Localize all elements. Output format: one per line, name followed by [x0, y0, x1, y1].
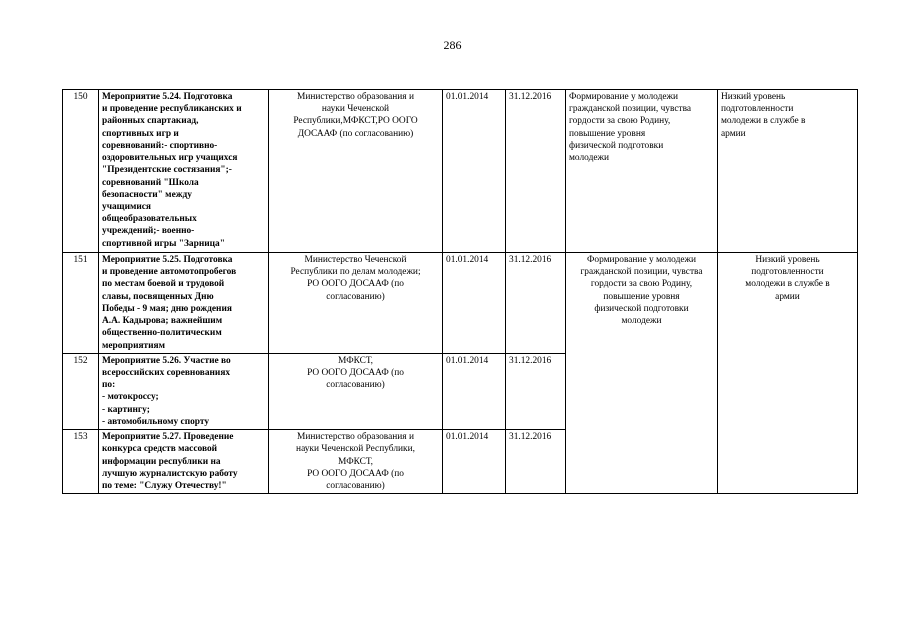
event-line: соревнований "Школа: [102, 177, 199, 188]
result-line: гордости за свою Родину,: [569, 116, 671, 127]
result-line: молодежи: [569, 153, 610, 164]
executor-line: МФКСТ,: [337, 355, 374, 366]
result-line: физической подготовки: [569, 140, 664, 151]
end-date: 31.12.2016: [506, 253, 566, 354]
problem-line: Низкий уровень: [755, 255, 820, 265]
executor-line: науки Чеченской Республики,: [296, 444, 415, 455]
executor-line: РО ООГО ДОСААФ (по: [307, 279, 404, 290]
row-number: 153: [63, 430, 99, 494]
start-date: 01.01.2014: [443, 353, 506, 429]
event-line: районных спартакиад,: [102, 116, 199, 127]
event-line: соревнований:- спортивно-: [102, 140, 218, 151]
event-cell: [99, 253, 269, 354]
executor-line: Министерство образования и: [297, 92, 414, 102]
executor-cell: [269, 253, 443, 354]
executor-line: МФКСТ,: [337, 456, 374, 467]
event-line: спортивных игр и: [102, 128, 179, 139]
end-date: 31.12.2016: [506, 90, 566, 253]
result-cell: [566, 90, 718, 253]
event-line: оздоровительных игр учащихся: [102, 153, 238, 164]
table-row: [63, 253, 858, 354]
page-number: 286: [443, 38, 462, 52]
event-line: А.А. Кадырова; важнейшим: [102, 316, 223, 327]
result-line: Формирование у молодежи: [569, 92, 679, 102]
event-line: общеобразовательных: [102, 214, 197, 225]
event-line: Победы - 9 мая; дню рождения: [102, 303, 232, 314]
event-line: и проведение автомотопробегов: [102, 267, 237, 278]
activity-table: [62, 89, 858, 494]
start-date: 01.01.2014: [443, 430, 506, 494]
event-line: по теме: "Служу Отечеству!": [102, 480, 227, 491]
executor-line: Республики по делам молодежи;: [290, 267, 421, 278]
executor-line: ДОСААФ (по согласованию): [297, 128, 414, 139]
executor-cell: [269, 90, 443, 253]
problem-line: молодежи в службе в: [721, 116, 806, 127]
executor-line: Республики,МФКСТ,РО ООГО: [293, 116, 418, 127]
event-cell: [99, 90, 269, 253]
result-line: гражданской позиции, чувства: [569, 104, 692, 115]
event-cell: [99, 430, 269, 494]
event-line: общественно-политическим: [102, 328, 222, 339]
event-line: по:: [102, 380, 116, 391]
result-line: повышение уровня: [603, 291, 680, 302]
problem-line: молодежи в службе в: [745, 279, 830, 290]
event-line: Мероприятие 5.26. Участие во: [102, 355, 231, 366]
row-number: 151: [63, 253, 99, 354]
result-line: молодежи: [621, 316, 662, 327]
executor-cell: [269, 430, 443, 494]
row-number: 150: [63, 90, 99, 253]
start-date: 01.01.2014: [443, 90, 506, 253]
event-line: учреждений;- военно-: [102, 226, 195, 237]
result-line: гордости за свою Родину,: [590, 279, 693, 290]
executor-line: РО ООГО ДОСААФ (по: [307, 468, 404, 479]
event-line: по местам боевой и трудовой: [102, 279, 225, 290]
event-cell: [99, 353, 269, 429]
executor-line: согласованию): [326, 480, 385, 491]
executor-line: согласованию): [326, 380, 385, 391]
event-line: и проведение республиканских и: [102, 104, 242, 115]
event-line: - мотокроссу;: [102, 392, 159, 403]
result-line: гражданской позиции, чувства: [580, 267, 703, 278]
event-line: "Президентские состязания";-: [102, 165, 232, 176]
executor-line: науки Чеченской: [321, 104, 390, 115]
row-number: 152: [63, 353, 99, 429]
event-line: мероприятиям: [102, 340, 166, 351]
end-date: 31.12.2016: [506, 353, 566, 429]
event-line: конкурса средств массовой: [102, 444, 218, 455]
event-line: Мероприятие 5.27. Проведение: [102, 432, 234, 443]
event-line: всероссийских соревнованиях: [102, 367, 231, 378]
problem-line: Низкий уровень: [721, 92, 786, 102]
problem-line: подготовленности: [721, 104, 794, 115]
event-line: информации республики на: [102, 456, 221, 467]
result-line: Формирование у молодежи: [586, 255, 696, 265]
event-line: Мероприятие 5.25. Подготовка: [102, 255, 233, 265]
executor-line: Министерство образования и: [297, 432, 414, 443]
merged-result-cell: [566, 253, 718, 494]
start-date: 01.01.2014: [443, 253, 506, 354]
event-line: славы, посвященных Дню: [102, 291, 214, 302]
problem-line: подготовленности: [751, 267, 824, 278]
problem-line: армии: [721, 128, 746, 139]
event-line: - автомобильному спорту: [102, 416, 210, 427]
merged-problem-cell: [718, 253, 858, 494]
end-date: 31.12.2016: [506, 430, 566, 494]
event-line: спортивной игры "Зарница": [102, 238, 225, 249]
executor-line: РО ООГО ДОСААФ (по: [307, 367, 404, 378]
table-row: [63, 90, 858, 253]
event-line: - картингу;: [102, 404, 150, 415]
result-line: повышение уровня: [569, 128, 646, 139]
problem-cell: [718, 90, 858, 253]
event-line: Мероприятие 5.24. Подготовка: [102, 92, 233, 102]
event-line: учащимися: [102, 201, 151, 212]
result-line: физической подготовки: [594, 303, 689, 314]
problem-line: армии: [775, 291, 800, 302]
event-line: безопасности" между: [102, 189, 192, 200]
executor-line: согласованию): [326, 291, 385, 302]
executor-cell: [269, 353, 443, 429]
executor-line: Министерство Чеченской: [304, 255, 407, 265]
event-line: лучшую журналистскую работу: [102, 468, 238, 479]
